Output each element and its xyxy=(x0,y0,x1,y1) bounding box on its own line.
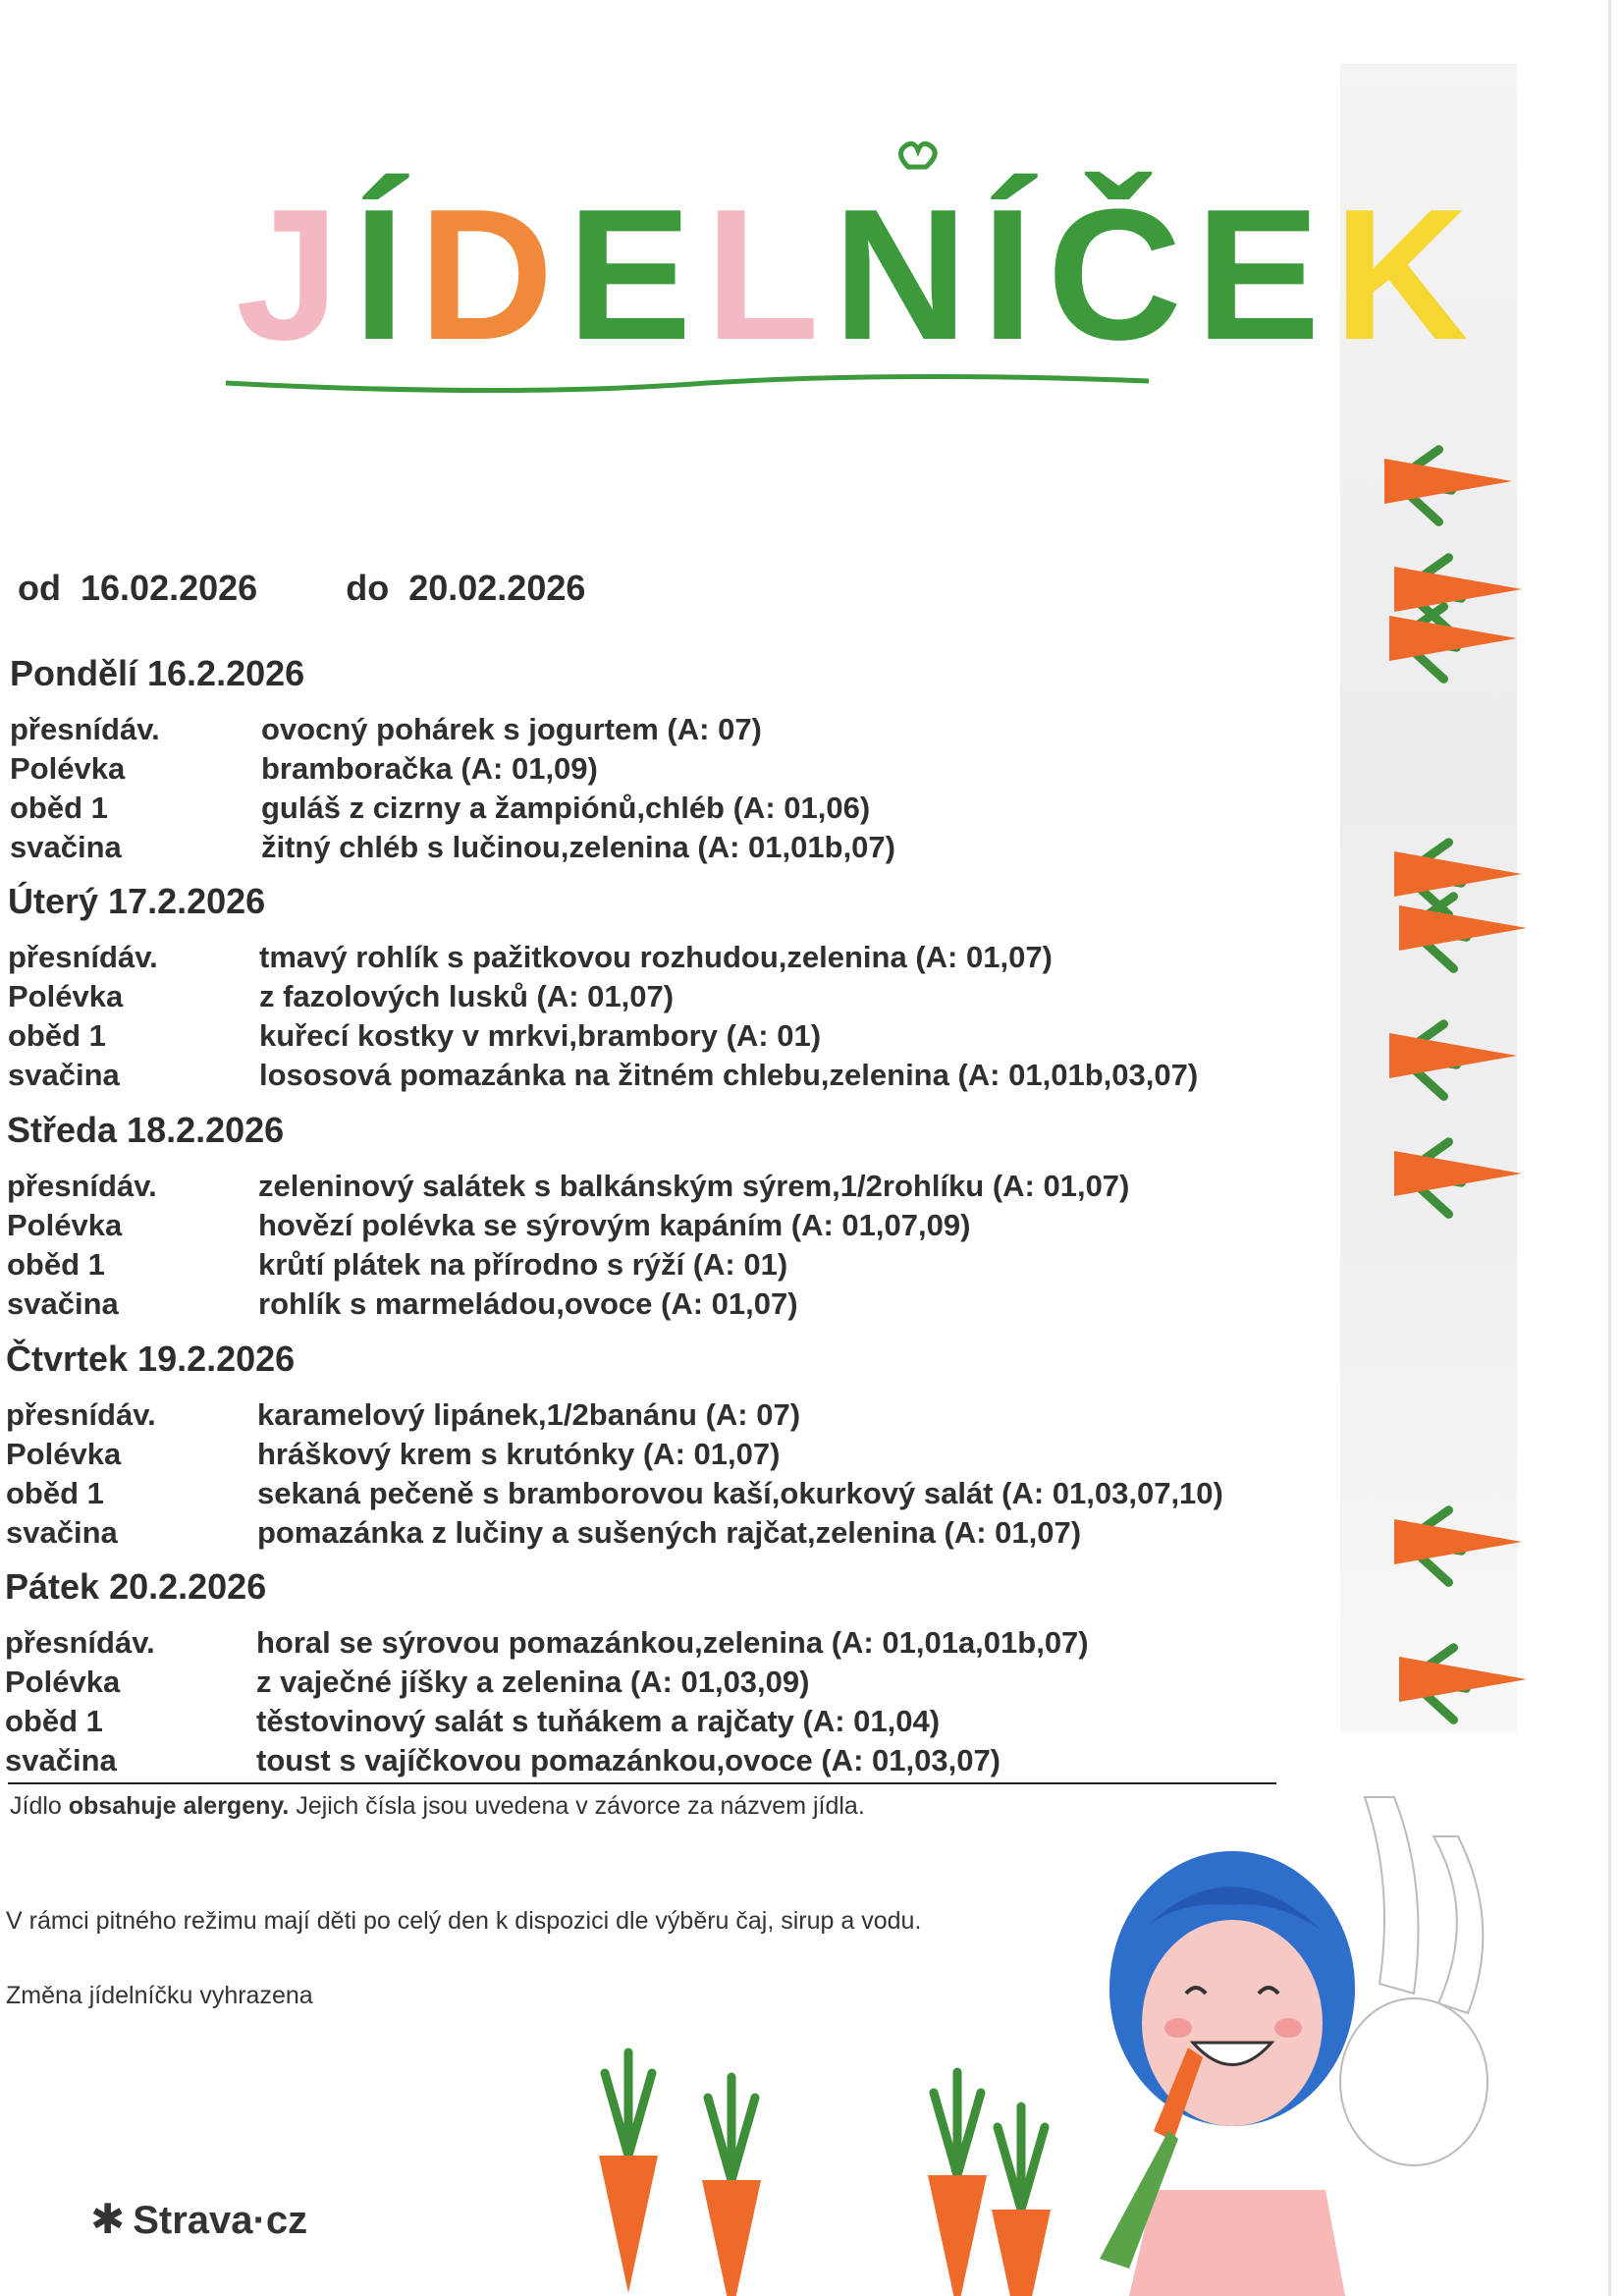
range-to-label: do xyxy=(346,568,390,608)
meal-dish: guláš z cizrny a žampiónů,chléb (A: 01,06) xyxy=(261,791,871,825)
girl-face xyxy=(1142,1920,1323,2126)
day-heading: Úterý 17.2.2026 xyxy=(8,881,266,921)
meal-label: přesnídáv. xyxy=(6,1397,156,1432)
girl-dress xyxy=(1129,2190,1345,2296)
meal-dish: kuřecí kostky v mrkvi,brambory (A: 01) xyxy=(259,1018,822,1053)
meal-dish: tmavý rohlík s pažitkovou rozhudou,zelenina (A: 01,07) xyxy=(259,940,1053,974)
meal-dish: rohlík s marmeládou,ovoce (A: 01,07) xyxy=(258,1286,798,1321)
meal-dish: lososová pomazánka na žitném chlebu,zelenina (A: 01,01b,03,07) xyxy=(259,1058,1199,1092)
title-lettering xyxy=(216,147,1483,403)
scan-edge xyxy=(1608,0,1611,2296)
girl-carrot xyxy=(1154,2048,1203,2141)
bunny-illustration xyxy=(1340,1797,1488,2165)
title-letter: E xyxy=(567,171,706,379)
meal-dish: karamelový lipánek,1/2banánu (A: 07) xyxy=(257,1397,801,1432)
meal-label: Polévka xyxy=(7,1208,123,1242)
title-letter: Í xyxy=(981,171,1048,379)
meal-label: oběd 1 xyxy=(5,1704,103,1738)
meal-label: přesnídáv. xyxy=(7,1169,157,1203)
strava-brand-text: Strava·cz xyxy=(133,2199,308,2242)
title-letter: K xyxy=(1333,171,1483,379)
meal-dish: ovocný pohárek s jogurtem (A: 07) xyxy=(261,712,762,746)
day-heading: Pátek 20.2.2026 xyxy=(5,1566,267,1607)
strava-logo-icon: ✱ xyxy=(90,2196,126,2242)
title-letter: E xyxy=(1195,171,1334,379)
girl-hair xyxy=(1109,1851,1355,2126)
meal-dish: žitný chléb s lučinou,zelenina (A: 01,01b,07) xyxy=(261,830,895,864)
meal-label: Polévka xyxy=(8,979,124,1013)
meal-label: Polévka xyxy=(6,1437,122,1471)
divider-line xyxy=(8,1782,1276,1784)
meal-label: přesnídáv. xyxy=(8,940,158,974)
girl-cheek-right xyxy=(1274,2018,1302,2038)
title-letter: J xyxy=(236,171,353,379)
girl-eye-left xyxy=(1186,1988,1206,1994)
meal-label: svačina xyxy=(6,1515,118,1550)
girl-carrot-leaves xyxy=(1100,2131,1178,2269)
meal-label: Polévka xyxy=(5,1665,121,1699)
carrot-icon xyxy=(599,2052,658,2293)
meal-dish: krůtí plátek na přírodno s rýží (A: 01) xyxy=(258,1247,788,1282)
meal-label: přesnídáv. xyxy=(10,712,160,746)
change-note: Změna jídelníčku vyhrazena xyxy=(6,1982,313,2009)
meal-label: oběd 1 xyxy=(10,791,108,825)
meal-dish: zeleninový salátek s balkánským sýrem,1/2rohlíku (A: 01,07) xyxy=(258,1169,1130,1203)
heart-icon xyxy=(900,143,935,167)
girl-eye-right xyxy=(1259,1988,1278,1994)
meal-dish: z vaječné jíšky a zelenina (A: 01,03,09) xyxy=(256,1665,810,1699)
meal-dish: těstovinový salát s tuňákem a rajčaty (A: 01,04) xyxy=(256,1704,941,1738)
meal-dish: z fazolových lusků (A: 01,07) xyxy=(259,979,675,1013)
girl-mouth xyxy=(1193,2043,1271,2065)
allergen-note-pre: Jídlo xyxy=(10,1792,69,1820)
meal-dish: hráškový krem s krutónky (A: 01,07) xyxy=(257,1437,781,1471)
girl-fringe xyxy=(1149,1886,1321,1930)
meal-label: svačina xyxy=(5,1743,117,1777)
bottom-carrots-group xyxy=(599,2052,1051,2296)
day-heading: Pondělí 16.2.2026 xyxy=(10,653,305,693)
range-from-date: 16.02.2026 xyxy=(81,568,258,608)
meal-dish: bramboračka (A: 01,09) xyxy=(261,751,598,786)
allergen-note-bold: obsahuje alergeny. xyxy=(68,1792,290,1820)
date-range xyxy=(18,568,585,609)
meal-dish: toust s vajíčkovou pomazánkou,ovoce (A: 01,03,07) xyxy=(256,1743,1001,1777)
meal-label: svačina xyxy=(7,1286,119,1321)
carrot-icon xyxy=(928,2072,987,2296)
carrot-icon xyxy=(992,2106,1051,2296)
meal-label: oběd 1 xyxy=(6,1476,104,1510)
strava-brand xyxy=(90,2195,307,2243)
allergen-note xyxy=(10,1792,865,1821)
meal-label: oběd 1 xyxy=(7,1247,105,1282)
day-heading: Čtvrtek 19.2.2026 xyxy=(6,1339,296,1379)
title-text xyxy=(236,171,1483,379)
meal-dish: hovězí polévka se sýrovým kapáním (A: 01,07,09) xyxy=(258,1208,971,1242)
title-letter: D xyxy=(418,171,568,379)
meal-dish: sekaná pečeně s bramborovou kaší,okurkový salát (A: 01,03,07,10) xyxy=(257,1476,1223,1510)
meal-label: přesnídáv. xyxy=(5,1625,155,1660)
meal-label: oběd 1 xyxy=(8,1018,106,1053)
allergen-note-post: Jejich čísla jsou uvedena v závorce za názvem jídla. xyxy=(289,1792,865,1820)
meal-label: svačina xyxy=(8,1058,120,1092)
title-letter: Č xyxy=(1047,171,1196,379)
meal-dish: horal se sýrovou pomazánkou,zelenina (A: 01,01a,01b,07) xyxy=(256,1625,1089,1660)
girl-illustration xyxy=(1100,1851,1355,2296)
title-letter: Í xyxy=(352,171,419,379)
carrot-icon xyxy=(702,2077,761,2296)
meal-label: svačina xyxy=(10,830,122,864)
girl-cheek-left xyxy=(1164,2018,1192,2038)
meal-dish: pomazánka z lučiny a sušených rajčat,zelenina (A: 01,07) xyxy=(257,1515,1082,1550)
title-letter: N xyxy=(833,171,982,379)
day-heading: Středa 18.2.2026 xyxy=(7,1110,285,1150)
meal-label: Polévka xyxy=(10,751,126,786)
range-to-date: 20.02.2026 xyxy=(408,568,586,608)
title-letter: L xyxy=(705,171,834,379)
range-from-label: od xyxy=(18,568,61,608)
drinking-note: V rámci pitného režimu mají děti po celý den k dispozici dle výběru čaj, sirup a vodu. xyxy=(6,1907,922,1935)
